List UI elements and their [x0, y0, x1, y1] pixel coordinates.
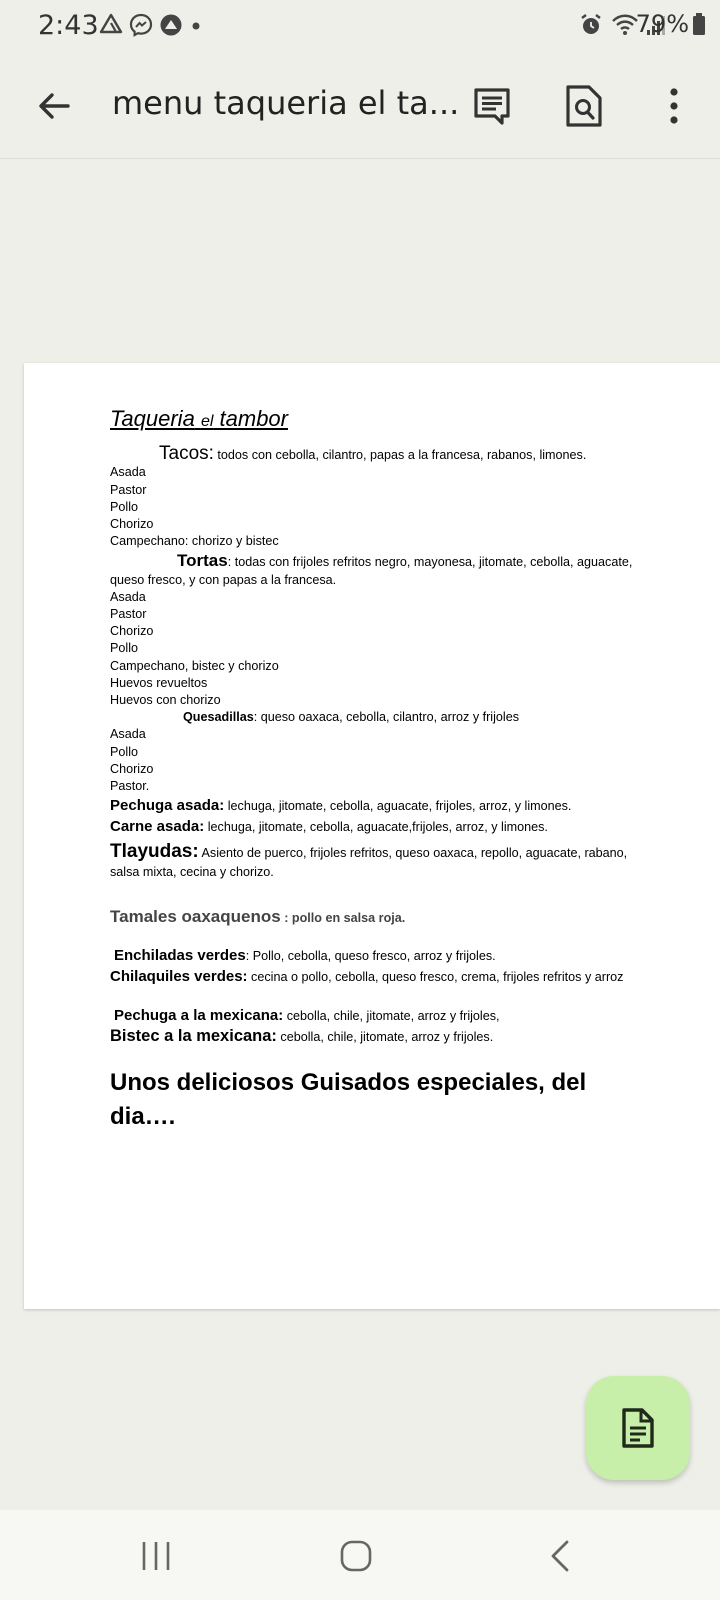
- list-item: Chorizo: [110, 517, 154, 531]
- tacos-description: todos con cebolla, cilantro, papas a la francesa, rabanos, limones.: [213, 448, 587, 463]
- tamales-title: Tamales oaxaquenos: [110, 907, 281, 927]
- status-time: 2:43: [38, 10, 99, 41]
- battery-indicator: [636, 10, 706, 38]
- bistec-mexicana-line: Bistec a la mexicana: cebolla, chile, jitomate, arroz y frijoles.: [110, 1026, 494, 1045]
- back-button[interactable]: [30, 82, 78, 130]
- comments-button[interactable]: [466, 80, 518, 132]
- document-page[interactable]: [24, 363, 720, 1309]
- list-item: Asada: [110, 465, 146, 480]
- home-icon: [338, 1538, 374, 1574]
- pechuga-asada-line: Pechuga asada: lechuga, jitomate, cebolla, aguacate, frijoles, arroz, y limones.: [110, 797, 572, 815]
- document-icon: [621, 1407, 655, 1449]
- status-notification-icons: [98, 12, 204, 38]
- quesadillas-description: : queso oaxaca, cebolla, cilantro, arroz y frijoles: [253, 710, 520, 725]
- list-item: Pastor: [110, 607, 147, 622]
- pechuga-mexicana-line: Pechuga a la mexicana: cebolla, chile, jitomate, arroz y frijoles,: [114, 1006, 500, 1024]
- arrow-back-icon: [30, 82, 78, 130]
- quesadillas-section-header: [110, 709, 670, 726]
- list-item: Campechano: chorizo y bistec: [110, 534, 279, 549]
- dot-icon: [188, 12, 204, 38]
- find-in-document-button[interactable]: [558, 80, 610, 132]
- list-item: Chorizo: [110, 761, 154, 776]
- comment-icon: [471, 85, 513, 127]
- more-options-button[interactable]: [648, 80, 700, 132]
- recents-icon: [136, 1539, 176, 1573]
- carne-asada-title: Carne asada:: [110, 818, 205, 836]
- battery-icon: [692, 12, 706, 36]
- nav-back-icon: [545, 1538, 575, 1574]
- home-button[interactable]: [326, 1534, 386, 1578]
- tortas-title: Tortas: [177, 551, 228, 571]
- enchiladas-line: Enchiladas verdes: Pollo, cebolla, queso fresco, arroz y frijoles.: [114, 947, 496, 965]
- bistec-mexicana-title: Bistec a la mexicana:: [110, 1026, 277, 1045]
- chilaquiles-line: Chilaquiles verdes: cecina o pollo, cebolla, queso fresco, crema, frijoles refritos y arroz: [110, 968, 624, 986]
- tortas-description-cont: queso fresco, y con papas a la francesa.: [110, 572, 337, 587]
- list-item: Asada: [110, 589, 146, 604]
- menu-heading: Taqueria el tambor: [110, 406, 288, 431]
- tortas-description: : todas con frijoles refritos negro, mayonesa, jitomate, cebolla, aguacate,: [227, 555, 633, 570]
- recents-button[interactable]: [126, 1534, 186, 1578]
- pechuga-asada-title: Pechuga asada:: [110, 797, 225, 815]
- tamales-line: Tamales oaxaquenos : pollo en salsa roja.: [110, 907, 406, 927]
- tlayudas-line: Tlayudas: Asiento de puerco, frijoles refritos, queso oaxaca, repollo, aguacate, rabano,: [110, 840, 628, 862]
- list-item: Huevos revueltos: [110, 675, 208, 690]
- more-vert-icon: [664, 84, 684, 128]
- open-in-docs-fab[interactable]: [586, 1376, 690, 1480]
- list-item: Huevos con chorizo: [110, 693, 221, 708]
- list-item: Pollo: [110, 641, 139, 656]
- document-title: menu taqueria el ta...: [112, 84, 460, 122]
- battery-percent: 79%: [635, 10, 689, 38]
- alarm-icon: [578, 12, 604, 38]
- pechuga-mexicana-title: Pechuga a la mexicana:: [114, 1006, 284, 1024]
- document-content: [110, 407, 670, 1134]
- closing-text: Unos deliciosos Guisados especiales, del dia….: [110, 1069, 587, 1131]
- list-item: Pollo: [110, 744, 139, 759]
- status-bar: [0, 0, 720, 54]
- list-item: Pastor.: [110, 779, 150, 794]
- app-icon: [158, 12, 184, 38]
- find-in-page-icon: [564, 84, 604, 128]
- list-item: Chorizo: [110, 624, 154, 639]
- tortas-section-header: [110, 552, 670, 571]
- enchiladas-title: Enchiladas verdes: [114, 947, 246, 965]
- system-navigation-bar: [0, 1510, 720, 1600]
- list-item: Pollo: [110, 499, 139, 514]
- tacos-section-header: [110, 445, 670, 464]
- chilaquiles-title: Chilaquiles verdes:: [110, 968, 248, 986]
- list-item: Asada: [110, 727, 146, 742]
- nav-back-button[interactable]: [530, 1534, 590, 1578]
- app-bar: [0, 54, 720, 159]
- tacos-title: Tacos:: [159, 443, 214, 465]
- carne-asada-line: Carne asada: lechuga, jitomate, cebolla, aguacate,frijoles, arroz, y limones.: [110, 818, 548, 836]
- list-item: Pastor: [110, 482, 147, 497]
- messenger-icon: [128, 12, 154, 38]
- quesadillas-title: Quesadillas: [183, 710, 254, 725]
- list-item: Campechano, bistec y chorizo: [110, 658, 279, 673]
- tlayudas-title: Tlayudas:: [110, 840, 199, 862]
- tlayudas-description-cont: salsa mixta, cecina y chorizo.: [110, 864, 274, 879]
- drive-icon: [98, 12, 124, 38]
